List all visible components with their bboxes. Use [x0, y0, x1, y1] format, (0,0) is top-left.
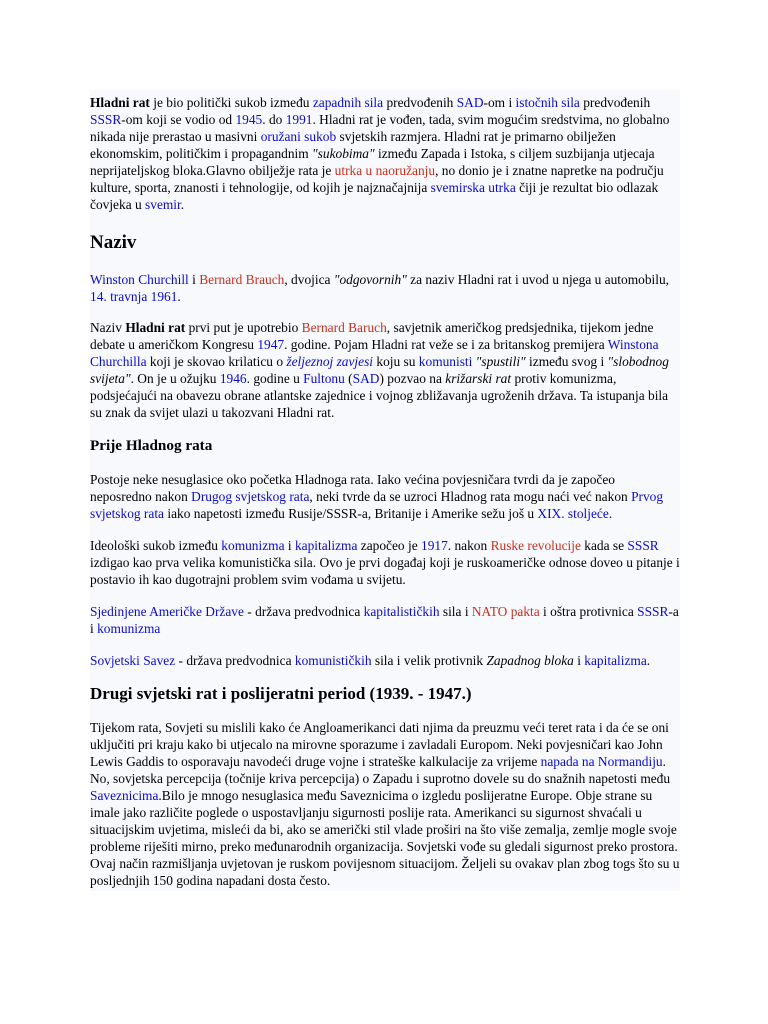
wiki-link[interactable]: 1946 [219, 371, 247, 386]
text-run: i [573, 653, 585, 668]
text-run: Postoje neke nesuglasice oko početka Hladnoga rata. Iako većina povjesničara tvrdi da je započeo neposredno nakon [90, 472, 616, 504]
wiki-link[interactable]: XIX. stoljeće [537, 506, 609, 521]
drugi-paragraph [90, 719, 680, 891]
text-run: i oštra protivnica [539, 604, 638, 619]
text-run: Tijekom rata, Sovjeti su mislili kako će Angloamerikanci dati njima da preuzmu veći teret rata i da će se oni uključiti pri kraju kako bi utjecalo na mirovne sporazume i zavladali Europom. Neki povjesničari kao John Lewis Gaddis to osporavaju navodeći druge vojne i strateške kalkulacije za vrijeme [90, 720, 669, 769]
text-run: -om i [483, 95, 516, 110]
text-run: . On je u ožujku [130, 371, 220, 386]
wiki-link[interactable]: 1945 [235, 112, 263, 127]
text-run: protiv komunizma, podsjećajući na obavezu obrane atlantske zajednice i vojnog zbližavanja ugroženih država. Ta istupanja bila su znak da svijet ulazi u takozvani Hladni rat. [90, 371, 669, 420]
wiki-link[interactable]: oružani sukob [260, 129, 337, 144]
article-body [90, 90, 680, 891]
wiki-link[interactable]: svemir [145, 197, 181, 212]
wiki-link[interactable]: Sjedinjene Američke Države [90, 604, 244, 619]
italic-text: Zapadnog bloka [486, 653, 574, 668]
text-run: predvođenih [383, 95, 457, 110]
text-run: , no donio je i znatne napretke na području kulture, sporta, znanosti i tehnologije, od kojih je najznačajnija [90, 163, 664, 195]
intro-paragraph [90, 90, 680, 213]
section-heading-prije: Prije Hladnog rata [90, 437, 213, 454]
sad-paragraph [90, 603, 680, 637]
naziv-paragraph-1 [90, 271, 680, 305]
text-run: . do [262, 112, 286, 127]
text-run: iako napetosti između Rusije/SSSR-a, Britanije i Amerike sežu još u [164, 506, 538, 521]
text-run: i [284, 538, 295, 553]
text-run: -om koji se vodio od [121, 112, 236, 127]
wiki-link[interactable]: Saveznicima [90, 788, 159, 803]
wiki-link[interactable]: Ruske revolucije [490, 538, 581, 553]
wiki-link[interactable]: 1961 [150, 289, 178, 304]
text-run: i [188, 272, 200, 287]
italic-text: križarski rat [445, 371, 512, 386]
text-run: čiji je rezultat bio odlazak čovjeka u [90, 180, 659, 212]
text-run: . [177, 289, 181, 304]
wiki-link[interactable]: utrka u naoružanju [334, 163, 436, 178]
wiki-link[interactable]: 1947 [257, 337, 285, 352]
wiki-link[interactable]: kapitalizma [584, 653, 647, 668]
text-run: . No, sovjetska percepcija (točnije kriva percepcija) o Zapadu i suprotno dovele su do snažnih napetosti među [90, 754, 671, 786]
bold-text: Hladni rat [125, 320, 186, 335]
text-run: kada se [580, 538, 628, 553]
wiki-link[interactable]: Winstona Churchilla [90, 337, 659, 369]
wiki-link[interactable]: komunisti [418, 354, 473, 369]
text-run: izdigao kao prva velika komunistička sila. Ovo je prvi događaj koji je ruskoameričke odnose doveo u pitanje i postavio ih kao dugotrajni problem svim vođama u svijetu. [90, 555, 680, 587]
prije-paragraph-2 [90, 537, 680, 588]
wiki-link[interactable]: 14. travnja [90, 289, 148, 304]
text-run: , savjetnik američkog predsjednika, tijekom jedne debate u američkom Kongresu [90, 320, 654, 352]
text-run: , dvojica [284, 272, 334, 287]
wiki-link[interactable]: komunizma [221, 538, 285, 553]
wiki-link[interactable]: Bernard Baruch [301, 320, 387, 335]
text-run: -a i [90, 604, 679, 636]
wiki-link[interactable]: 1917 [421, 538, 448, 553]
naziv-paragraph-2 [90, 319, 680, 421]
wiki-link[interactable]: Fultonu [303, 371, 345, 386]
text-run: . godine u [246, 371, 304, 386]
wiki-link[interactable]: Bernard Brauch [199, 272, 285, 287]
sssr-paragraph [90, 652, 680, 669]
text-run: je bio politički sukob između [149, 95, 313, 110]
italic-text: "spustili" [475, 354, 526, 369]
text-run: sila i velik protivnik [371, 653, 487, 668]
text-run: . [646, 653, 651, 668]
wiki-link[interactable]: istočnih sila [515, 95, 580, 110]
wiki-link[interactable]: željeznoj zavjesi [286, 354, 374, 369]
text-run: ( [344, 371, 353, 386]
text-run: - država predvodnica [243, 604, 364, 619]
text-run: svjetskih razmjera. Hladni rat je primarno obilježen ekonomskim, političkim i propagandnim [90, 129, 616, 161]
text-run: između svog i [525, 354, 608, 369]
section-heading-naziv: Naziv [90, 232, 137, 253]
wiki-link[interactable]: svemirska utrka [430, 180, 516, 195]
text-run: ) pozvao na [379, 371, 446, 386]
bold-text: Hladni rat [90, 95, 150, 110]
section-heading-drugi: Drugi svjetski rat i poslijeratni period (1939. - 1947.) [90, 684, 472, 703]
text-run: - država predvodnica [175, 653, 295, 668]
wiki-link[interactable]: napada na Normandiju [540, 754, 663, 769]
text-run: . [180, 197, 185, 212]
text-run: . godine. Pojam Hladni rat veže se i za britanskog premijera [284, 337, 608, 352]
text-run: sila i [439, 604, 472, 619]
text-run: između Zapada i Istoka, s ciljem suzbijanja utjecaja neprijateljskog bloka.Glavno obilježje rata je [90, 146, 655, 178]
italic-text: "odgovornih" [333, 272, 407, 287]
wiki-link[interactable]: SSSR [90, 112, 122, 127]
wiki-link[interactable]: 1991 [285, 112, 313, 127]
italic-text: "slobodnog svijeta" [90, 354, 669, 386]
text-run: Ideološki sukob između [90, 538, 222, 553]
wiki-link[interactable]: SAD [352, 371, 380, 386]
text-run: . [608, 506, 613, 521]
wiki-link[interactable]: komunizma [97, 621, 161, 636]
wiki-link[interactable]: kapitalističkih [363, 604, 440, 619]
text-run: . nakon [447, 538, 491, 553]
text-run: Naziv [90, 320, 126, 335]
text-run: započeo je [357, 538, 421, 553]
wiki-link[interactable]: SAD [456, 95, 484, 110]
wiki-link[interactable]: kapitalizma [294, 538, 358, 553]
wiki-link[interactable]: SSSR [637, 604, 669, 619]
text-run: koju su [373, 354, 419, 369]
prije-paragraph-1 [90, 471, 680, 522]
wiki-link[interactable]: SSSR [627, 538, 659, 553]
wiki-link[interactable]: Prvog svjetskog rata [90, 489, 664, 521]
text-run: predvođenih [579, 95, 651, 110]
text-run: za naziv Hladni rat i uvod u njega u automobilu, [406, 272, 669, 287]
wiki-link[interactable]: Drugog svjetskog rata [191, 489, 310, 504]
text-run: koji je skovao krilaticu o [146, 354, 287, 369]
wiki-link[interactable]: Sovjetski Savez [90, 653, 176, 668]
text-run: . Hladni rat je vođen, tada, svim mogućim sredstvima, no globalno nikada nije prerastao u masivni [90, 112, 670, 144]
wiki-link[interactable]: zapadnih sila [312, 95, 384, 110]
text-run: , neki tvrde da se uzroci Hladnog rata mogu naći već nakon [309, 489, 632, 504]
wiki-link[interactable]: Winston Churchill [90, 272, 189, 287]
italic-text: "sukobima" [312, 146, 375, 161]
wiki-link[interactable]: NATO pakta [471, 604, 540, 619]
wiki-link[interactable]: komunističkih [294, 653, 372, 668]
text-run: .Bilo je mnogo nesuglasica među Saveznicima o izgledu poslijeratne Europe. Obje strane su imale jako različite poglede o uspostavljanju sigurnosti poslije rata. Amerikanci su sigurnost shvaćali u situacijskim uvjetima, misleći da bi, ako se američki stil vlade proširi na što više zemalja, zemlje mogle svoje probleme riješiti mirno, preko međunarodnih organizacija. Sovjetski vođe su gledali sigurnost preko prostora. Ovaj način razmišljanja uvjetovan je ruskom povijesnom situacijom. Željeli su ovakav plan zbog togs što su u posljednjih 150 godina napadani dosta često. [90, 788, 680, 888]
text-run: prvi put je upotrebio [185, 320, 302, 335]
